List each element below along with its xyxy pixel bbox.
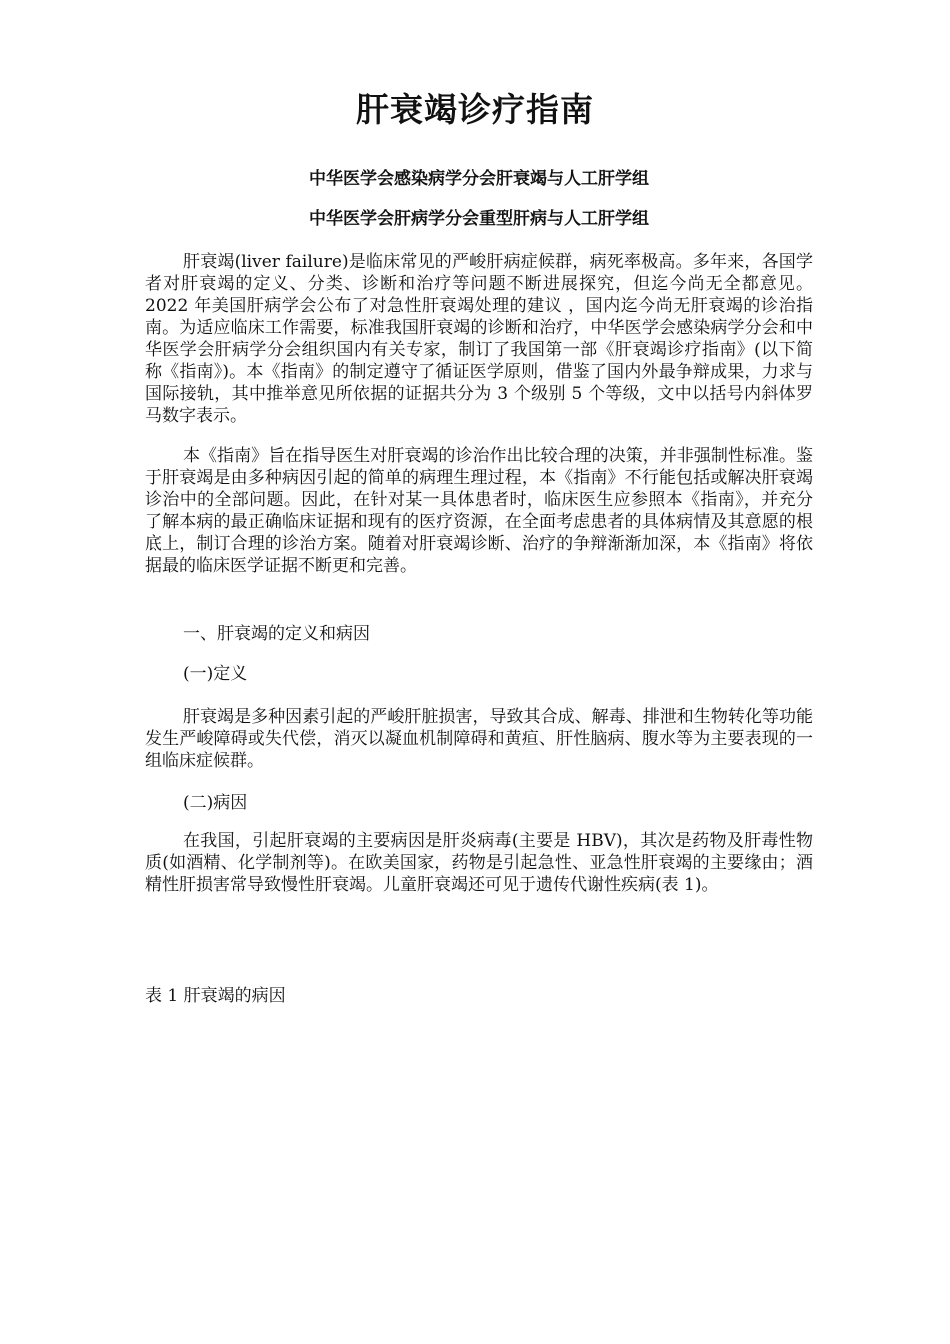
etiology-paragraph: 在我国，引起肝衰竭的主要病因是肝炎病毒(主要是 HBV)，其次是药物及肝毒性物质(如酒精、化学制剂等)。在欧美国家，药物是引起急性、亚急性肝衰竭的主要缘由；酒精性肝损害常导致慢性肝衰竭。儿童肝衰竭还可见于遗传代谢性疾病(表 1)。	[145, 831, 813, 895]
subsection-heading-etiology: (二)病因	[183, 793, 248, 813]
subsection-heading-definition: (一)定义	[183, 664, 248, 684]
purpose-paragraph: 本《指南》旨在指导医生对肝衰竭的诊治作出比较合理的决策，并非强制性标准。鉴于肝衰竭是由多种病因引起的简单的病理生理过程，本《指南》不行能包括或解决肝衰竭诊治中的全部问题。因此，在针对某一具体患者时，临床医生应参照本《指南》，并充分了解本病的最正确临床证据和现有的医疗资源，在全面考虑患者的具体病情及其意愿的根底上，制订合理的诊治方案。随着对肝衰竭诊断、治疗的争辩渐渐加深，本《指南》将依据最的临床医学证据不断更和完善。	[145, 446, 813, 576]
intro-paragraph: 肝衰竭(liver failure)是临床常见的严峻肝病症候群，病死率极高。多年来，各国学者对肝衰竭的定义、分类、诊断和治疗等问题不断进展探究，但迄今尚无全都意见。2022 年美国肝病学会公布了对急性肝衰竭处理的建议 ，国内迄今尚无肝衰竭的诊治指南。为适应临床工作需要，标准我国肝衰竭的诊断和治疗，中华医学会感染病学分会和中华医学会肝病学分会组织国内有关专家，制订了我国第一部《肝衰竭诊疗指南》(以下简称《指南》)。本《指南》的制定遵守了循证医学原则，借鉴了国内外最争辩成果，力求与国际接轨，其中推举意见所依据的证据共分为 3 个级别 5 个等级，文中以括号内斜体罗马数字表示。	[145, 252, 813, 426]
author-organization-2: 中华医学会肝病学分会重型肝病与人工肝学组	[309, 209, 649, 229]
table-caption: 表 1 肝衰竭的病因	[145, 986, 286, 1006]
definition-paragraph: 肝衰竭是多种因素引起的严峻肝脏损害，导致其合成、解毒、排泄和生物转化等功能发生严峻障碍或失代偿，消灭以凝血机制障碍和黄疸、肝性脑病、腹水等为主要表现的一组临床症候群。	[145, 707, 813, 771]
section-heading-definition-and-etiology: 一、肝衰竭的定义和病因	[183, 624, 370, 644]
author-organization-1: 中华医学会感染病学分会肝衰竭与人工肝学组	[309, 169, 649, 189]
page-title: 肝衰竭诊疗指南	[356, 90, 594, 129]
